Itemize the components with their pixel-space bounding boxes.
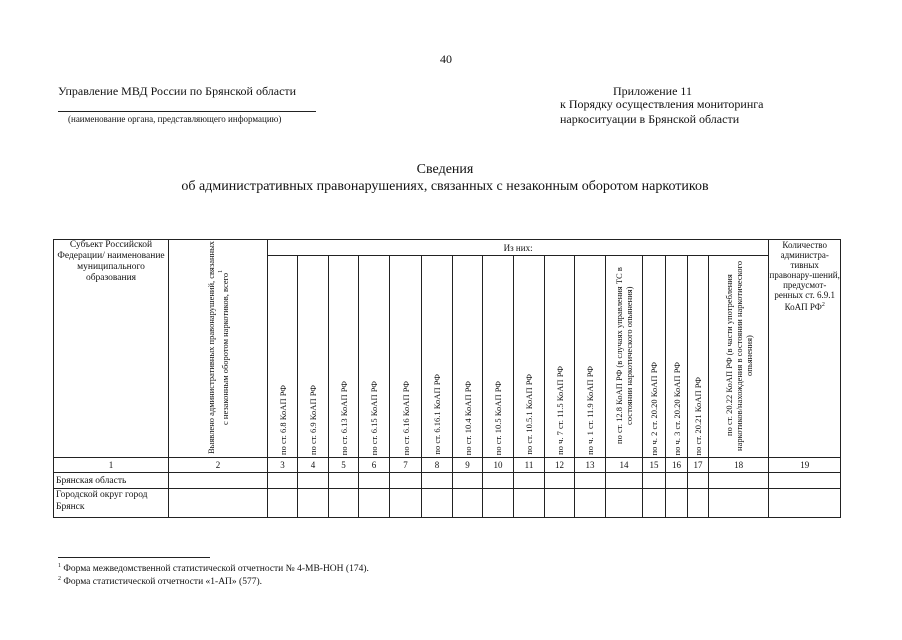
column-header: по ч. 3 ст. 20.20 КоАП РФ (666, 256, 688, 458)
table-row (54, 473, 841, 489)
column-number: 3 (268, 458, 298, 473)
organization-underline (58, 111, 316, 112)
column-number: 12 (545, 458, 575, 473)
column-number: 16 (666, 458, 688, 473)
column-number: 2 (169, 458, 268, 473)
column-header: по ст. 10.5.1 КоАП РФ (514, 256, 545, 458)
column-header: по ст. 20.21 КоАП РФ (688, 256, 709, 458)
appendix-line-1: к Порядку осуществления мониторинга (560, 97, 764, 111)
column-number: 8 (422, 458, 453, 473)
organization-name: Управление МВД России по Брянской области (58, 84, 297, 98)
footnote-1: $^1$ Форма межведомственной статистической отчетности № 4-МВ-НОН (174). (58, 563, 369, 575)
column-header: по ст. 12.8 КоАП РФ (в случаях управления ТС в состоянии наркотического опьянения) (606, 256, 643, 458)
total-header: Выявлено административных правонарушений, связанных с незаконным оборотом наркотиков, всего$^1$ (169, 240, 268, 458)
column-number: 17 (688, 458, 709, 473)
column-header: по ст. 6.16.1 КоАП РФ (422, 256, 453, 458)
page-number: 40 (440, 52, 452, 66)
column-number: 15 (643, 458, 666, 473)
column-header: по ст. 10.5 КоАП РФ (483, 256, 514, 458)
column-header: по ч. 2 ст. 20.20 КоАП РФ (643, 256, 666, 458)
administrative-count-header: Количество администра-тивных правонару-шений, предусмот-ренных ст. 6.9.1 КоАП $РФ^2$ (769, 240, 841, 458)
appendix-title: Приложение 11 (613, 84, 692, 98)
column-number: 7 (390, 458, 422, 473)
column-header: по ст. 6.9 КоАП РФ (298, 256, 329, 458)
column-header: по ст. 20.22 КоАП РФ (в части употребления наркотиков/нахождения в состоянии наркотического опьянения) (709, 256, 769, 458)
footnote-2: $^2$ Форма статистической отчетности «1-АП» (577). (58, 576, 262, 588)
column-header: по ч. 1 ст. 11.9 КоАП РФ (575, 256, 606, 458)
column-number: 19 (769, 458, 841, 473)
column-number: 6 (359, 458, 390, 473)
column-header: по ст. 6.15 КоАП РФ (359, 256, 390, 458)
column-number: 9 (453, 458, 483, 473)
statistics-table (53, 239, 841, 518)
footnote-separator (58, 557, 210, 558)
document-title: Сведения (416, 162, 474, 177)
column-header: по ст. 10.4 КоАП РФ (453, 256, 483, 458)
column-header: по ст. 6.16 КоАП РФ (390, 256, 422, 458)
row-label: Городской округ город Брянск (54, 489, 169, 518)
table-row (54, 489, 841, 518)
column-number: 10 (483, 458, 514, 473)
subject-header: Субъект Российской Федерации/ наименование муниципального образования (54, 240, 169, 458)
column-number: 4 (298, 458, 329, 473)
column-header: по ч. 7 ст. 11.5 КоАП РФ (545, 256, 575, 458)
organization-caption: (наименование органа, представляющего информацию) (68, 114, 282, 124)
column-header: по ст. 6.13 КоАП РФ (329, 256, 359, 458)
column-number: 11 (514, 458, 545, 473)
column-header: по ст. 6.8 КоАП РФ (268, 256, 298, 458)
column-number: 13 (575, 458, 606, 473)
document-subtitle: об административных правонарушениях, связанных с незаконным оборотом наркотиков (181, 179, 709, 194)
column-number: 1 (54, 458, 169, 473)
of-them-header: Из них: (268, 240, 769, 256)
column-number: 14 (606, 458, 643, 473)
appendix-line-2: наркоситуации в Брянской области (560, 112, 740, 126)
column-number: 18 (709, 458, 769, 473)
column-number: 5 (329, 458, 359, 473)
row-label: Брянская область (54, 473, 169, 489)
